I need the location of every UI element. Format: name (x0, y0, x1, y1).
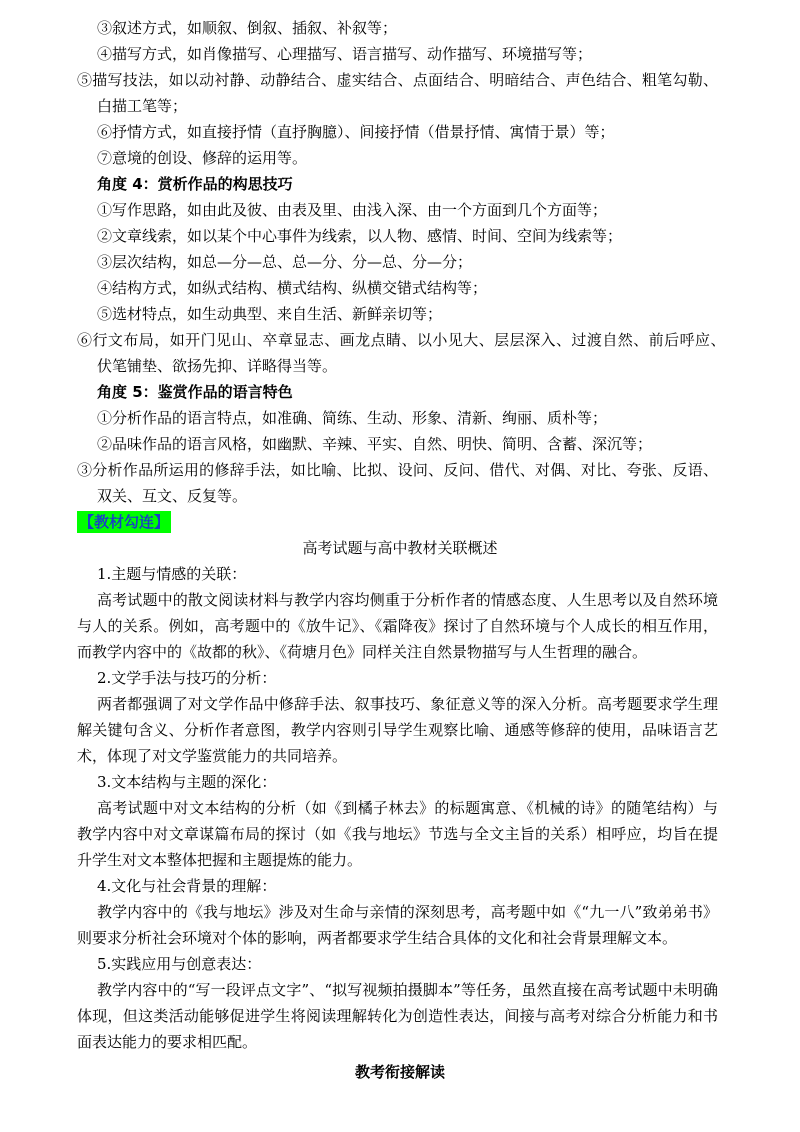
section-heading: 1.主题与情感的关联： (97, 565, 247, 583)
section-heading: 3.文本结构与主题的深化： (97, 773, 277, 791)
list-item: ④描写方式，如肖像描写、心理描写、语言描写、动作描写、环境描写等； (97, 45, 593, 63)
section-heading: 2.文学手法与技巧的分析： (97, 669, 277, 687)
list-item: ⑤描写技法，如以动衬静、动静结合、虚实结合、点面结合、明暗结合、声色结合、粗笔勾勒、白描工笔等； (77, 71, 718, 115)
section-heading: 5.实践应用与创意表达： (97, 955, 262, 973)
list-item: ⑥抒情方式，如直接抒情（直抒胸臆）、间接抒情（借景抒情、寓情于景）等； (97, 123, 615, 141)
textbook-link-tag: 【教材勾连】 (79, 513, 170, 531)
section-heading: 4.文化与社会背景的理解： (97, 877, 277, 895)
list-item: ①分析作品的语言特点，如准确、简练、生动、形象、清新、绚丽、质朴等； (97, 409, 608, 427)
section-title: 高考试题与高中教材关联概述 (302, 539, 498, 557)
list-item: ④结构方式，如纵式结构、横式结构、纵横交错式结构等； (97, 279, 488, 297)
section-body: 高考试题中的散文阅读材料与教学内容均侧重于分析作者的情感态度、人生思考以及自然环境与人的关系。例如，高考题中的《放牛记》、《霜降夜》探讨了自然环境与个人成长的相互作用，而教学内容中的《故都的秋》、《荷塘月色》同样关注自然景物描写与人生哲理的融合。 (77, 591, 718, 661)
list-item: ⑥行文布局，如开门见山、卒章显志、画龙点睛、以小见大、层层深入、过渡自然、前后呼应、 伏笔铺垫、欲扬先抑、详略得当等。 (77, 331, 734, 375)
list-item: ③分析作品所运用的修辞手法，如比喻、比拟、设问、反问、借代、对偶、对比、夸张、反语、双关、互文、反复等。 (77, 461, 718, 505)
section-body: 教学内容中的“写一段评点文字”、“拟写视频拍摄脚本”等任务，虽然直接在高考试题中未明确体现，但这类活动能够促进学生将阅读理解转化为创造性表达，间接与高考对综合分析能力和书面表达能力的要求相匹配。 (77, 981, 718, 1051)
angle5-heading: 角度 5：鉴赏作品的语言特色 (97, 383, 293, 401)
list-item: ③层次结构，如总—分—总、总—分、分—总、分—分； (97, 253, 473, 271)
bottom-title: 教考衔接解读 (354, 1063, 445, 1081)
list-item: ⑤选材特点，如生动典型、来自生活、新鲜亲切等； (97, 305, 443, 323)
list-item: ⑦意境的创设、修辞的运用等。 (97, 149, 308, 167)
angle4-heading: 角度 4：赏析作品的构思技巧 (97, 175, 293, 193)
list-item: ①写作思路，如由此及彼、由表及里、由浅入深、由一个方面到几个方面等； (97, 201, 608, 219)
section-body: 高考试题中对文本结构的分析（如《到橘子林去》的标题寓意、《机械的诗》的随笔结构）与教学内容中对文章谋篇布局的探讨（如《我与地坛》节选与全文主旨的关系）相呼应，均旨在提升学生对文本整体把握和主题提炼的能力。 (77, 799, 718, 869)
list-item: ②文章线索，如以某个中心事件为线索，以人物、感情、时间、空间为线索等； (97, 227, 623, 245)
section-body: 教学内容中的《我与地坛》涉及对生命与亲情的深刻思考，高考题中如《“九一八”致弟弟书》则要求分析社会环境对个体的影响，两者都要求学生结合具体的文化和社会背景理解文本。 (77, 903, 718, 947)
list-item: ②品味作品的语言风格，如幽默、辛辣、平实、自然、明快、简明、含蓄、深沉等； (97, 435, 653, 453)
list-item: ③叙述方式，如顺叙、倒叙、插叙、补叙等； (97, 19, 398, 37)
section-body: 两者都强调了对文学作品中修辞手法、叙事技巧、象征意义等的深入分析。高考题要求学生理解关键句含义、分析作者意图，教学内容则引导学生观察比喻、通感等修辞的使用，品味语言艺术，体现了对文学鉴赏能力的共同培养。 (77, 695, 718, 765)
